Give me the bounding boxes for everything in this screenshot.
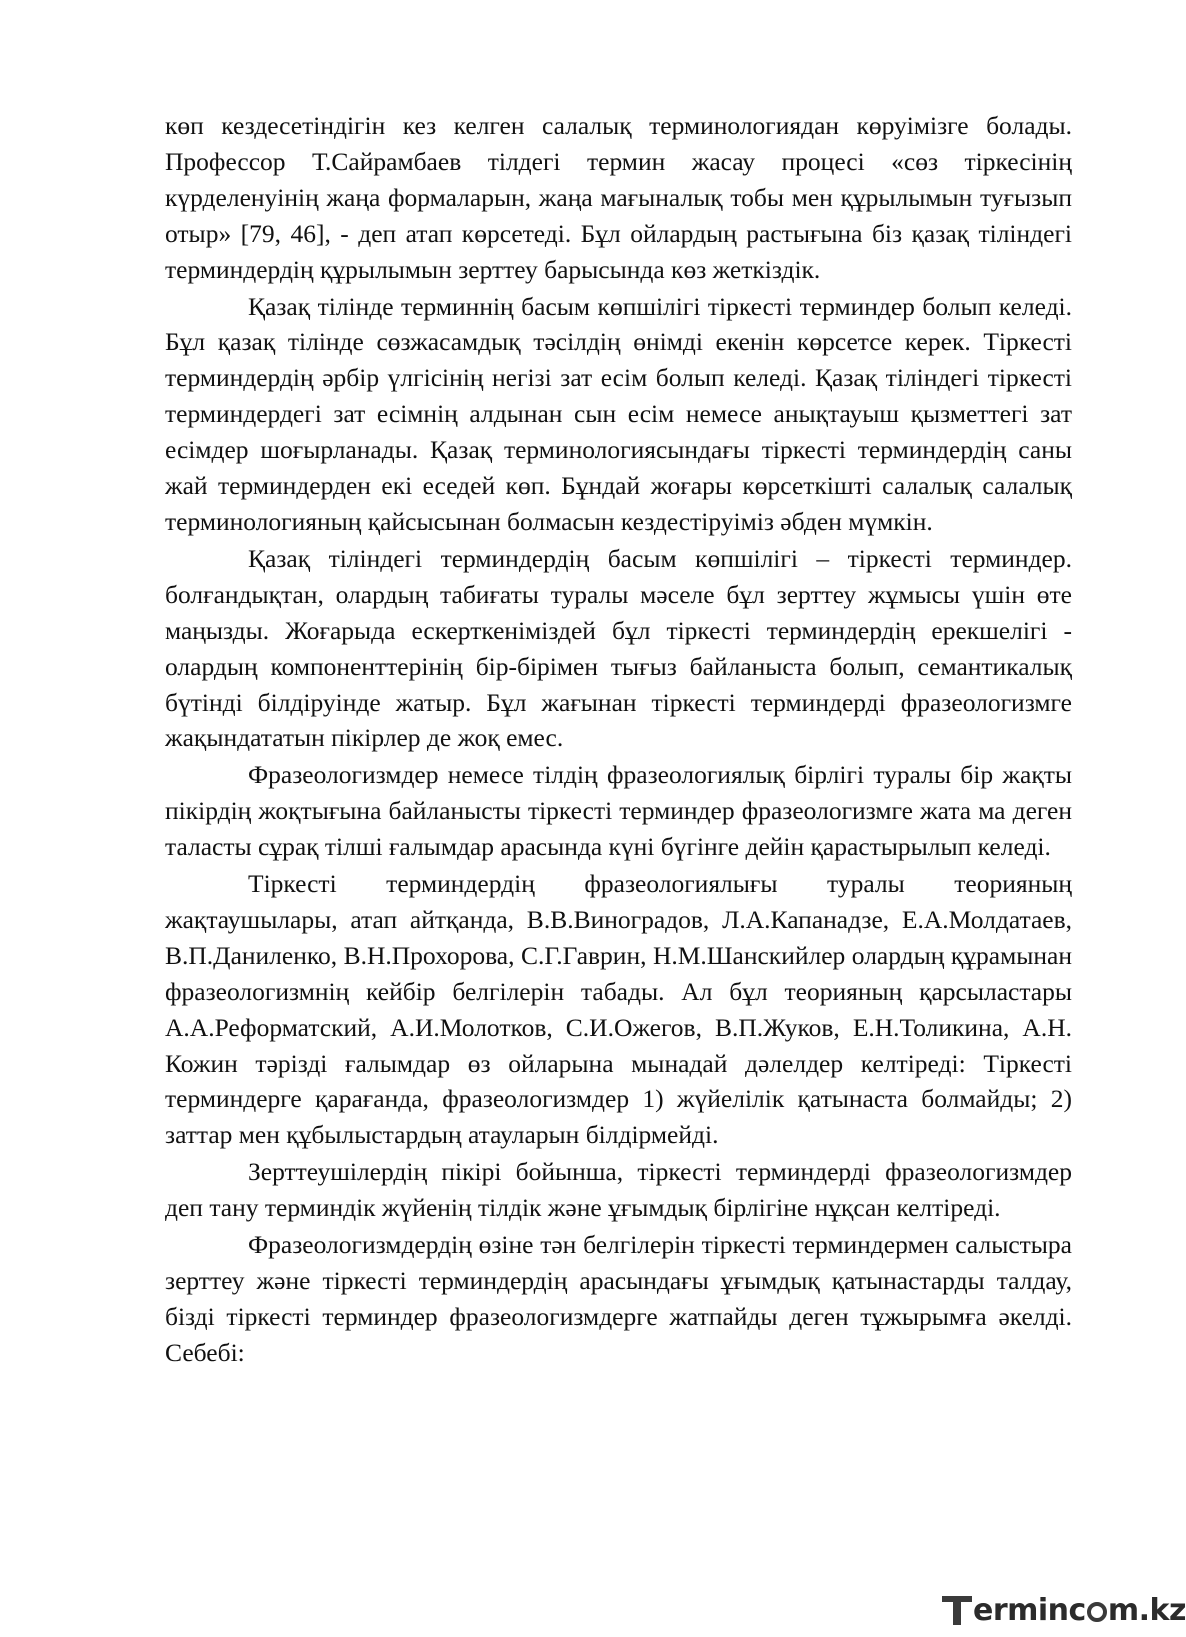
watermark-text-c: c xyxy=(1068,1592,1086,1628)
paragraph-1: көп кездесетіндігін кез келген салалық терминологиядан көруімізге болады. Профессор Т.Сайрамбаев тілдегі термин жасау процесі «сөз тіркесінің күрделенуінің жаңа формаларын, жаңа мағыналық тобы мен құрылымын туғызып отыр» [79, 46], - деп атап көрсетеді. Бұл ойлардың растығына біз қазақ тіліндегі терминдердің құрылымын зерттеу барысында көз жеткіздік. xyxy=(165,111,1072,284)
termincom-watermark-logo xyxy=(942,1592,1186,1628)
watermark-text-part-2: m.kz xyxy=(1107,1592,1186,1628)
paragraph-7: Фразеологизмдердің өзіне тән белгілерін тіркесті терминдермен салыстыра зерттеу және тіркесті терминдердің арасындағы ұғымдық қатынастарды талдау, бізді тіркесті терминдер фразеологизмдерге жатпайды деген тұжырымға әкелді. Себебі: xyxy=(165,1230,1072,1367)
paragraph-2: Қазақ тілінде терминнің басым көпшілігі тіркесті терминдер болып келеді. Бұл қазақ тілінде сөзжасамдық тәсілдің өнімді екенін көрсетсе керек. Тіркесті терминдердің әрбір үлгісінің негізі зат есім болып келеді. Қазақ тіліндегі тіркесті терминдердегі зат есімнің алдынан сын есім немесе анықтауыш қызметтегі зат есімдер шоғырланады. Қазақ терминологиясындағы тіркесті терминдердің саны жай терминдерден екі еседей көп. Бұндай жоғары көрсеткішті салалық салалық терминологияның қайсысынан болмасын кездестіруіміз әбден мүмкін. xyxy=(165,291,1072,536)
t-letter-icon xyxy=(942,1593,972,1627)
paragraph-6: Зерттеушілердің пікірі бойынша, тіркесті терминдерді фразеологизмдер деп тану терминдік жүйенің тілдік және ұғымдық бірлігіне нұқсан келтіреді. xyxy=(165,1157,1072,1223)
paragraph-3: Қазақ тіліндегі терминдердің басым көпшілігі – тіркесті терминдер. болғандықтан, олардың табиғаты туралы мәселе бұл зерттеу жұмысы үшін өте маңызды. Жоғарыда ескерткеніміздей бұл тіркесті терминдердің ерекшелігі - олардың компоненттерінің бір-бірімен тығыз байланыста болып, семантикалық бүтінді білдіруінде жатыр. Бұл жағынан тіркесті терминдерді фразеологизмге жақындататын пікірлер де жоқ емес. xyxy=(165,543,1072,753)
o-ring-icon xyxy=(1087,1602,1107,1622)
watermark-text-part-1: ermin xyxy=(973,1592,1069,1628)
body-text xyxy=(165,108,1072,1372)
paragraph-5: Тіркесті терминдердің фразеологиялығы туралы теорияның жақтаушылары, атап айтқанда, В.В.Виноградов, Л.А.Капанадзе, Е.А.Молдатаев, В.П.Даниленко, В.Н.Прохорова, С.Г.Гаврин, Н.М.Шанскийлер олардың құрамынан фразеологизмнің кейбір белгілерін табады. Ал бұл теорияның қарсыластары А.А.Реформатский, А.И.Молотков, С.И.Ожегов, В.П.Жуков, Е.Н.Толикина, А.Н. Кожин тәрізді ғалымдар өз ойларына мынадай дәлелдер келтіреді: Тіркесті терминдерге қарағанда, фразеологизмдер 1) жүйелілік қатынаста болмайды; 2) заттар мен құбылыстардың атауларын білдірмейді. xyxy=(165,869,1072,1150)
paragraph-4: Фразеологизмдер немесе тілдің фразеологиялық бірлігі туралы бір жақты пікірдің жоқтығына байланысты тіркесті терминдер фразеологизмге жата ма деген таласты сұрақ тілші ғалымдар арасында күні бүгінге дейін қарастырылып келеді. xyxy=(165,760,1072,862)
